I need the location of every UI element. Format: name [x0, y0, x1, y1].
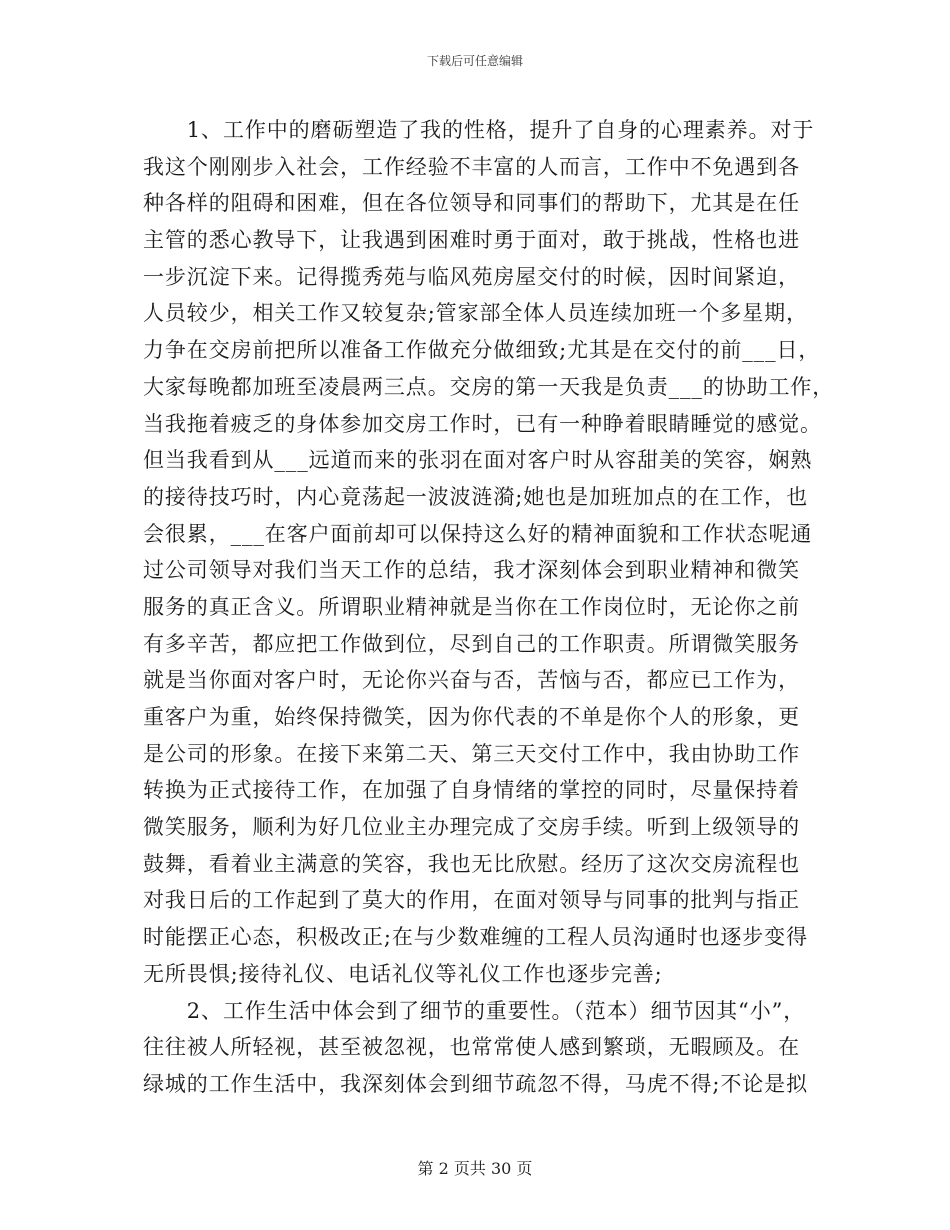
text-line: 微笑服务，顺利为好几位业主办理完成了交房手续。听到上级领导的 [143, 815, 800, 840]
text-line: 服务的真正含义。所谓职业精神就是当你在工作岗位时，无论你之前 [143, 594, 800, 619]
text-line: 无所畏惧;接待礼仪、电话礼仪等礼仪工作也逐步完善; [143, 961, 663, 986]
text-line: 1、工作中的磨砺塑造了我的性格，提升了自身的心理素养。对于 [143, 118, 815, 142]
text-line: 时能摆正心态，积极改正;在与少数难缠的工程人员沟通时也逐步变得 [143, 925, 808, 950]
text-line: 但当我看到从___远道而来的张羽在面对客户时从容甜美的笑容，娴熟 [143, 448, 813, 473]
text-line: 鼓舞，看着业主满意的笑容，我也无比欣慰。经历了这次交房流程也 [143, 851, 800, 876]
text-line: 当我拖着疲乏的身体参加交房工作时，已有一种睁着眼睛睡觉的感觉。 [143, 411, 822, 436]
text-line: 人员较少，相关工作又较复杂;管家部全体人员连续加班一个多星期， [143, 301, 808, 326]
text-line: 往往被人所轻视，甚至被忽视，也常常使人感到繁琐，无暇顾及。在 [143, 1035, 800, 1060]
text-line: 我这个刚刚步入社会，工作经验不丰富的人而言，工作中不免遇到各 [143, 154, 800, 179]
page-number: 第 2 页共 30 页 [417, 1159, 533, 1178]
text-line: 有多辛苦，都应把工作做到位，尽到自己的工作职责。所谓微笑服务 [143, 631, 800, 656]
text-line: 是公司的形象。在接下来第二天、第三天交付工作中，我由协助工作 [143, 741, 800, 766]
text-line: 的接待技巧时，内心竟荡起一波波涟漪;她也是加班加点的在工作，也 [143, 484, 808, 509]
text-line: 会很累，___在客户面前却可以保持这么好的精神面貌和工作状态呢通 [143, 521, 813, 546]
text-line: 一步沉淀下来。记得揽秀苑与临风苑房屋交付的时候，因时间紧迫， [143, 264, 800, 289]
page-header: 下载后可任意编辑 [426, 54, 523, 68]
text-line: 重客户为重，始终保持微笑，因为你代表的不单是你个人的形象，更 [143, 705, 800, 729]
text-line: 力争在交房前把所以准备工作做充分做细致;尤其是在交付的前___日， [143, 338, 821, 363]
text-line: 2、工作生活中体会到了细节的重要性。（范本）细节因其“小”， [143, 998, 806, 1023]
document-body [143, 112, 835, 1103]
text-line: 就是当你面对客户时，无论你兴奋与否，苦恼与否，都应已工作为， [143, 668, 800, 693]
text-line: 大家每晚都加班至凌晨两三点。交房的第一天我是负责___的协助工作， [143, 374, 835, 399]
text-line: 主管的悉心教导下，让我遇到困难时勇于面对，敢于挑战，性格也进 [143, 228, 800, 253]
text-line: 对我日后的工作起到了莫大的作用，在面对领导与同事的批判与指正 [143, 888, 800, 913]
text-line: 转换为正式接待工作，在加强了自身情绪的掌控的同时，尽量保持着 [143, 778, 800, 803]
text-line: 绿城的工作生活中，我深刻体会到细节疏忽不得，马虎不得;不论是拟 [143, 1071, 808, 1096]
text-line: 过公司领导对我们当天工作的总结，我才深刻体会到职业精神和微笑 [143, 558, 800, 583]
text-line: 种各样的阻碍和困难，但在各位领导和同事们的帮助下，尤其是在任 [143, 191, 800, 216]
